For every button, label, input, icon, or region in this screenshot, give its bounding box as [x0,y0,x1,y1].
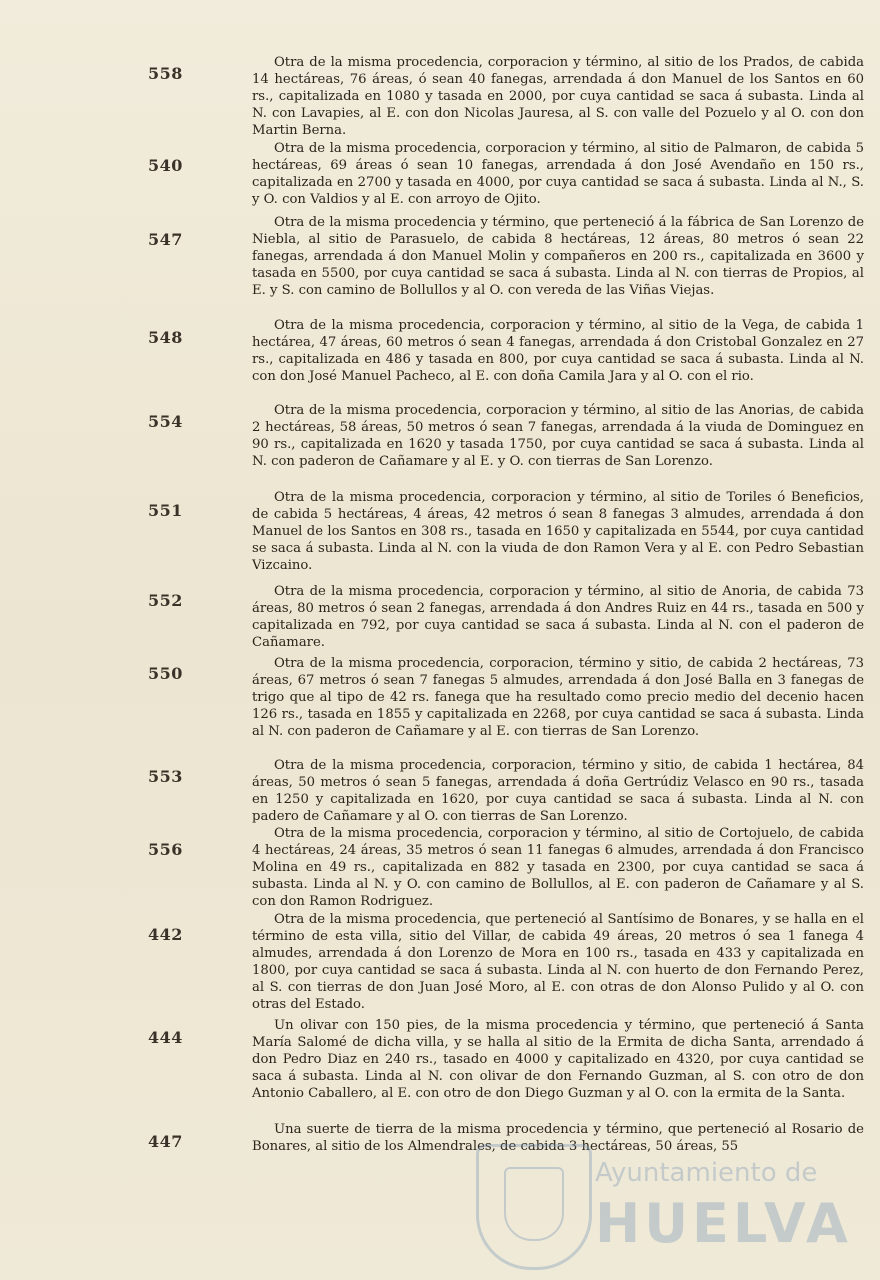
entry-text: Otra de la misma procedencia, que perteneció al Santísimo de Bonares, y se halla en el término de esta villa, sitio del Villar, de cabida 49 áreas, 20 metros ó sea 1 fanega 4 almudes, arrendada á don Lorenzo de Mora en 100 rs., tasada en 433 y capitalizada en 1800, por cuya cantidad se saca á subasta. Linda al N. con huerto de don Fernando Perez, al S. con tierras de don Juan José Moro, al E. con otras de don Alonso Pulido y al O. con otras del Estado. [252,912,864,1012]
watermark [470,1140,870,1270]
entry-number: 444 [148,1028,183,1047]
entry-text: Otra de la misma procedencia, corporacion y término, al sitio de los Prados, de cabida 14 hectáreas, 76 áreas, ó sean 40 fanegas, arrendada á don Manuel de los Santos en 60 rs., capitalizada en 1080 y tasada en 2000, por cuya cantidad se saca á subasta. Linda al N. con Lavapies, al E. con don Nicolas Jauresa, al S. con valle del Pozuelo y al O. con don Martin Berna. [252,55,864,138]
entry-number: 554 [148,412,183,431]
entry-text: Otra de la misma procedencia, corporacion y término, al sitio de Anoria, de cabida 73 áreas, 80 metros ó sean 2 fanegas, arrendada á don Andres Ruiz en 44 rs., tasada en 500 y capitalizada en 792, por cuya cantidad se saca á subasta. Linda al N. con el paderon de Cañamare. [252,584,864,650]
entry-number: 551 [148,501,183,520]
entry-number: 552 [148,591,183,610]
entry-number: 548 [148,328,183,347]
entry-text: Otra de la misma procedencia, corporacion y término, al sitio de Toriles ó Beneficios, de cabida 5 hectáreas, 4 áreas, 42 metros ó sean 8 fanegas 3 almudes, arrendada á don Manuel de los Santos en 308 rs., tasada en 1650 y capitalizada en 5544, por cuya cantidad se saca á subasta. Linda al N. con la viuda de don Ramon Vera y al E. con Pedro Sebastian Vizcaino. [252,490,864,573]
entry-text: Otra de la misma procedencia, corporacion, término y sitio, de cabida 1 hectárea, 84 áreas, 50 metros ó sean 5 fanegas, arrendada á doña Gertrúdiz Velasco en 90 rs., tasada en 1250 y capitalizada en 1620, por cuya cantidad se saca á subasta. Linda al N. con padero de Cañamare y al O. con tierras de San Lorenzo. [252,758,864,824]
entry-text: Otra de la misma procedencia, corporacion y término, al sitio de las Anorias, de cabida 2 hectáreas, 58 áreas, 50 metros ó sean 7 fanegas, arrendada á la viuda de Dominguez en 90 rs., capitalizada en 1620 y tasada 1750, por cuya cantidad se saca á subasta. Linda al N. con paderon de Cañamare y al E. y O. con tierras de San Lorenzo. [252,403,864,469]
entry-number: 447 [148,1132,183,1151]
coat-of-arms-icon [476,1144,592,1270]
entry-text: Otra de la misma procedencia, corporacion y término, al sitio de la Vega, de cabida 1 hectárea, 47 áreas, 60 metros ó sean 4 fanegas, arrendada á don Cristobal Gonzalez en 27 rs., capitalizada en 486 y tasada en 800, por cuya cantidad se saca á subasta. Linda al N. con don José Manuel Pacheco, al E. con doña Camila Jara y al O. con el rio. [252,318,864,384]
entry-number: 547 [148,230,183,249]
entry-text: Otra de la misma procedencia, corporacion y término, al sitio de Palmaron, de cabida 5 hectáreas, 69 áreas ó sean 10 fanegas, arrendada á don José Avendaño en 150 rs., capitalizada en 2700 y tasada en 4000, por cuya cantidad se saca á subasta. Linda al N., S. y O. con Valdios y al E. con arroyo de Ojito. [252,141,864,207]
entry-number: 550 [148,664,183,683]
entry-text: Otra de la misma procedencia, corporacion y término, al sitio de Cortojuelo, de cabida 4 hectáreas, 24 áreas, 35 metros ó sean 11 fanegas 6 almudes, arrendada á don Francisco Molina en 49 rs., capitalizada en 882 y tasada en 2300, por cuya cantidad se saca á subasta. Linda al N. y O. con camino de Bollullos, al E. con paderon de Cañamare y al S. con don Ramon Rodriguez. [252,826,864,909]
entry-number: 553 [148,767,183,786]
entry-text: Una suerte de tierra de la misma procedencia y término, que perteneció al Rosario de Bonares, al sitio de los Almendrales, de cabida 3 hectáreas, 50 áreas, 55 [252,1122,864,1154]
entry-text: Un olivar con 150 pies, de la misma procedencia y término, que perteneció á Santa María Salomé de dicha villa, y se halla al sitio de la Ermita de dicha Santa, arrendado á don Pedro Diaz en 240 rs., tasado en 4000 y capitalizado en 4320, por cuya cantidad se saca á subasta. Linda al N. con olivar de don Fernando Guzman, al S. con otro de don Antonio Caballero, al E. con otro de don Diego Guzman y al O. con la ermita de la Santa. [252,1018,864,1101]
entry-text: Otra de la misma procedencia y término, que perteneció á la fábrica de San Lorenzo de Niebla, al sitio de Parasuelo, de cabida 8 hectáreas, 12 áreas, 80 metros ó sean 22 fanegas, arrendada á don Manuel Molin y compañeros en 200 rs., capitalizada en 3600 y tasada en 5500, por cuya cantidad se saca á subasta. Linda al N. con tierras de Propios, al E. y S. con camino de Bollullos y al O. con vereda de las Viñas Viejas. [252,215,864,298]
entry-number: 540 [148,156,183,175]
entry-number: 558 [148,64,183,83]
entry-number: 556 [148,840,183,859]
watermark-line1: Ayuntamiento de [595,1158,818,1188]
entry-number: 442 [148,925,183,944]
watermark-line2: HUELVA [595,1192,852,1255]
entry-text: Otra de la misma procedencia, corporacion, término y sitio, de cabida 2 hectáreas, 73 áreas, 67 metros ó sean 7 fanegas 5 almudes, arrendada á don José Balla en 3 fanegas de trigo que al tipo de 42 rs. fanega que ha resultado como precio medio del decenio hacen 126 rs., tasada en 1855 y capitalizada en 2268, por cuya cantidad se saca á subasta. Linda al N. con paderon de Cañamare y al E. con tierras de San Lorenzo. [252,656,864,739]
